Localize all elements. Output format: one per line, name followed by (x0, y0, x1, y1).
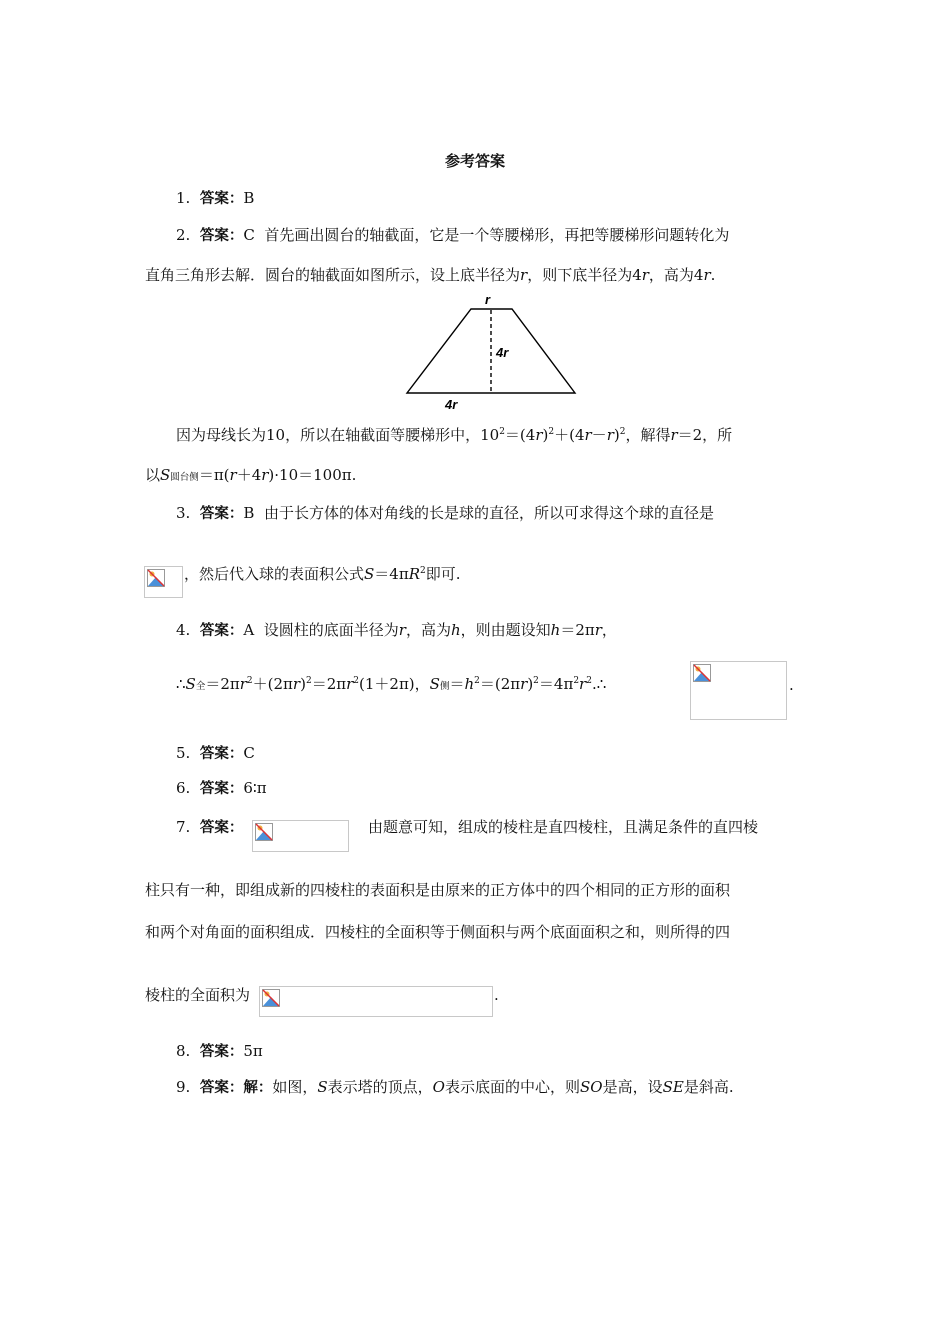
broken-image-placeholder-q7a (252, 820, 349, 852)
broken-image-icon (262, 989, 280, 1007)
broken-image-placeholder-q3 (144, 566, 183, 598)
answer-7-label: 7. 答案： (176, 818, 244, 836)
answer-7-line-3: 和两个对角面的面积组成．四棱柱的全面积等于侧面积与两个底面面积之和，则所得的四 (145, 923, 731, 941)
answer-3-line-2: ，然后代入球的表面积公式$S=4\pi R^2$即可. (184, 565, 461, 583)
broken-image-icon (693, 664, 711, 682)
label-height-4r: 4r (496, 345, 509, 360)
label-top-r: r (485, 292, 491, 307)
answer-7-line-2: 柱只有一种，即组成新的四棱柱的表面积是由原来的正方体中的四个相同的正方形的面积 (145, 881, 731, 899)
answer-5: 5. 答案：C (176, 744, 255, 762)
answer-1: 1. 答案：B (176, 189, 255, 207)
broken-image-icon (255, 823, 273, 841)
answer-4-period: . (789, 676, 794, 694)
broken-image-icon (147, 569, 165, 587)
answer-2-line-1: 2. 答案：C 首先画出圆台的轴截面，它是一个等腰梯形，再把等腰梯形问题转化为 (176, 226, 730, 244)
answer-3-line-1: 3. 答案：B 由于长方体的体对角线的长是球的直径，所以可求得这个球的直径是 (176, 504, 714, 522)
answer-7-line-1: 由题意可知，组成的棱柱是直四棱柱，且满足条件的直四棱 (368, 818, 759, 836)
answer-7-period: . (494, 986, 499, 1004)
label-bottom-4r: 4r (445, 397, 458, 412)
answer-8: 8. 答案：5π (176, 1042, 263, 1060)
answer-7-line-4: 棱柱的全面积为 (145, 986, 251, 1004)
broken-image-placeholder-q7b (259, 986, 493, 1017)
broken-image-placeholder-q4 (690, 661, 787, 720)
answer-6: 6. 答案：6∶π (176, 779, 267, 797)
trapezoid-figure (398, 292, 580, 414)
answer-4-line-2: ∴S全$=2\pi r^2+(2\pi r)^2=2\pi r^2(1+2\pi)$，S侧$=h^2=(2\pi r)^2=4\pi^2r^2.\therefore$ (176, 675, 607, 693)
answer-9: 9. 答案：解：如图，S表示塔的顶点，O表示底面的中心，则SO是高，设SE是斜高. (176, 1078, 734, 1096)
page-title: 参考答案 (444, 152, 505, 170)
answer-4-line-1: 4. 答案：A 设圆柱的底面半径为r，高为h，则由题设知h＝2πr， (176, 621, 617, 639)
answer-2-line-3: 因为母线长为10，所以在轴截面等腰梯形中，$10^2=(4r)^2+(4r-r)^2$，解得r＝2，所 (176, 426, 733, 444)
answer-2-line-2: 直角三角形去解．圆台的轴截面如图所示，设上底半径为r，则下底半径为4r，高为4r. (145, 266, 716, 284)
answer-2-line-4: 以S圆台侧＝π(r＋4r)·10＝100π. (145, 466, 357, 484)
